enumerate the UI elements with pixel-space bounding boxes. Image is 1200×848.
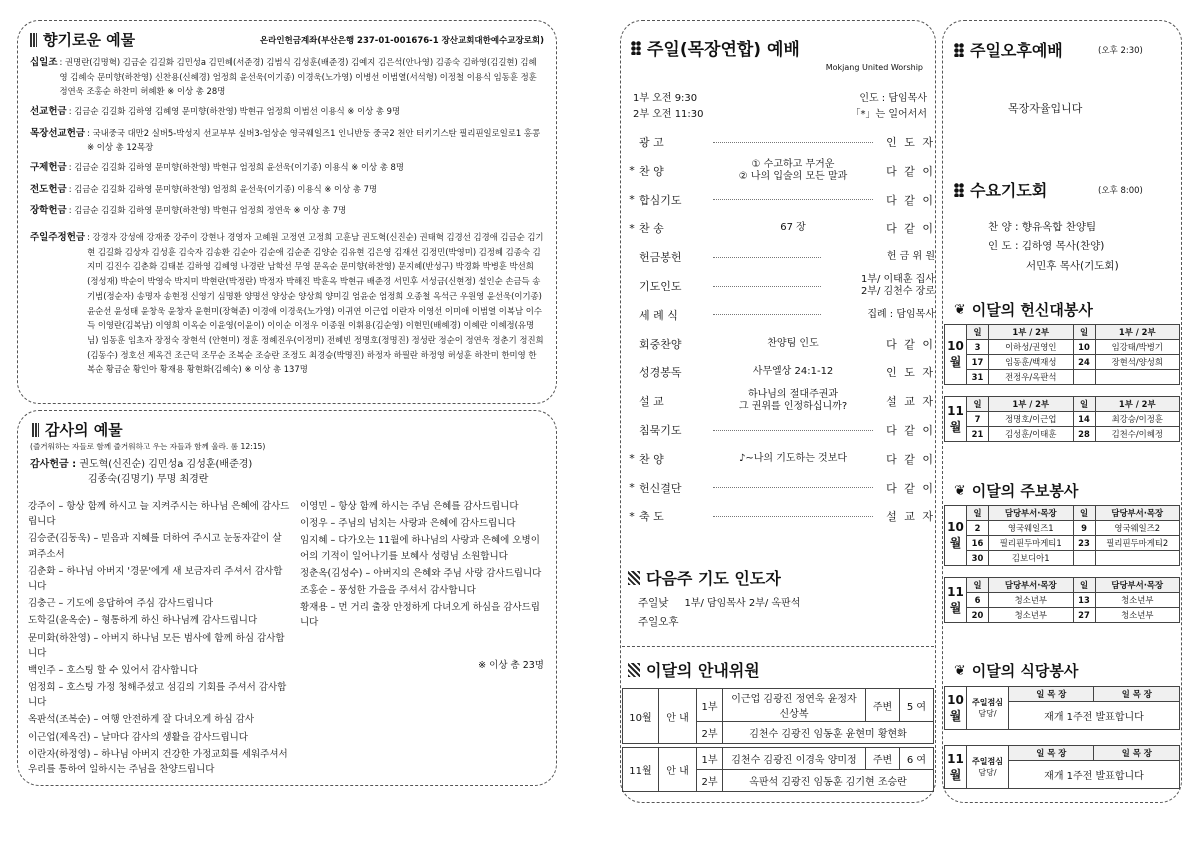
offering-row	[30, 160, 544, 177]
schedule-cell: 청소년부	[1095, 593, 1180, 608]
order-detail: 67 장	[780, 222, 806, 234]
order-detail: 찬양팀 인도	[767, 337, 819, 349]
order-dots	[713, 286, 821, 287]
thanks-entry: 옥판석(조복순) – 여행 안전하게 잘 다녀오게 하심 감사	[28, 714, 255, 726]
schedule-cell: 10	[1073, 340, 1095, 355]
order-row	[625, 218, 935, 238]
order-dots	[713, 142, 873, 143]
next-leader-label-afternoon: 주일오후	[638, 615, 679, 628]
order-row	[625, 449, 935, 469]
thanks-box	[17, 410, 557, 786]
thanks-main-label: 감사헌금 :	[30, 459, 77, 470]
thanks-entry: 이정우 – 주님의 넘치는 사랑과 은혜에 감사드립니다	[300, 518, 516, 530]
schedule-cell: 김보디아1	[989, 551, 1074, 566]
thanks-entry: 황재용 – 먼 거리 출장 안정하게 다녀오게 하심을 감사드립니다	[300, 602, 540, 629]
guide-month: 10월	[623, 689, 659, 744]
kitchen-label-sub: 담당/	[978, 709, 997, 718]
account-info: 온라인헌금계좌(부산은행 237-01-001676-1 장산교회대한예수교장로회)	[259, 35, 544, 46]
kitchen-head	[945, 687, 1180, 702]
bulletin-title: ❦ 이달의 주보봉사	[954, 482, 1079, 500]
order-leader: 다 같 이	[886, 222, 935, 236]
offering-list	[30, 55, 544, 377]
schedule-cell: 9	[1073, 521, 1095, 536]
schedule-head-cell: 일	[967, 578, 989, 593]
guide-part: 1부	[697, 748, 723, 770]
next-leader-title: 다음주 기도 인도자	[628, 566, 781, 589]
wednesday-line-1: 찬 양 : 향유옥합 찬양팀	[988, 221, 1097, 233]
order-name: 성경봉독	[639, 366, 682, 380]
offering-row	[30, 126, 544, 155]
offering-names: : 권명란(김명혁) 김금순 김길화 김민성a 김민혜(서준경) 김범식 김성훈(배준경) 김예지 김은석(안나영) 김종숙 김하영(김길현) 김혜영 김혜숙 문미향(하찬영) 신찬용(신혜경) 엄정희 윤선욱(이기종) 이경욱(노가영) 이병선 이범열(서석형) 이정철 이용식 임동훈 정훈 정연욱 조홍순 하찬미 허혜환 ※ 이상 총 28명	[59, 57, 537, 97]
order-row	[625, 305, 935, 325]
wednesday-info	[988, 218, 1119, 276]
order-name: 헌신결단	[639, 481, 682, 495]
schedule-cell: 전정우/옥판석	[989, 370, 1074, 385]
schedule-row	[945, 593, 1180, 608]
schedule-head-cell: 담당부서·목장	[989, 578, 1074, 593]
order-row	[625, 276, 935, 296]
guide-month: 11월	[623, 748, 659, 792]
offering-label: 선교헌금	[30, 106, 67, 118]
schedule-cell: 김천수/이혜정	[1095, 427, 1180, 442]
worship-leader-info	[851, 91, 927, 123]
thanks-entry: 문미화(하찬영) – 아버지 하나님 모든 범사에 함께 하심 감사합니다	[28, 632, 285, 659]
schedule-cell: 17	[967, 355, 989, 370]
schedule-cell: 6	[967, 593, 989, 608]
schedule-cell: 13	[1073, 593, 1095, 608]
thanks-subtitle: (즐거워하는 자들로 함께 즐거워하고 우는 자들과 함께 울라. 롬 12:15)	[30, 442, 266, 451]
schedule-month: 10 월	[945, 506, 967, 566]
schedule-cell: 이하성/권영인	[989, 340, 1074, 355]
schedule-cell: 21	[967, 427, 989, 442]
thanks-main	[30, 457, 252, 487]
dots-icon	[954, 43, 964, 57]
order-row	[625, 334, 935, 354]
order-star: *	[629, 221, 635, 235]
schedule-cell: 청소년부	[1095, 608, 1180, 623]
order-name: 찬 양	[639, 452, 664, 466]
order-name: 찬 양	[639, 164, 664, 178]
dots-icon	[631, 41, 641, 55]
schedule-cell: 필리핀두마게티2	[1095, 536, 1180, 551]
offering-row	[30, 230, 544, 377]
kitchen-label-sub: 담당/	[978, 768, 997, 777]
hatch-icon	[628, 571, 640, 585]
guide-names: 김천수 김광진 이경욱 양미정	[723, 748, 866, 770]
offering-names: : 국내중국 대만2 실버5-박성지 선교부부 실버3-엄상순 영국웨일즈1 인니반둥 중국2 천안 터키기스탄 필리핀일로일로1 홍콩 ※ 이상 총 12목장	[87, 127, 541, 153]
kitchen-month: 10 월	[945, 687, 967, 730]
order-row	[625, 190, 935, 210]
guide-names: 옥판석 김광진 임동훈 김기현 조승란	[723, 770, 934, 792]
guide-count: 5 여	[900, 689, 934, 722]
thanks-title: 감사의 예물	[32, 419, 123, 440]
kitchen-head-cell: 일 목 장	[1009, 687, 1094, 702]
kitchen-title: ❦ 이달의 식당봉사	[954, 662, 1079, 680]
kitchen-head-cell: 일 목 장	[1009, 746, 1094, 761]
thanks-entry: 정춘옥(김성수) – 아버지의 은혜와 주님 사랑 감사드립니다	[300, 567, 542, 579]
afternoon-time: (오후 2:30)	[1098, 46, 1143, 56]
thanks-entry: 도학길(윤옥순) – 형통하게 하신 하나님께 감사드립니다	[28, 615, 258, 627]
schedule-cell: 장현석/양성희	[1095, 355, 1180, 370]
schedule-head-cell: 일	[967, 506, 989, 521]
offering-label: 목장선교헌금	[30, 127, 86, 139]
guide-names: 이근업 김광진 정연욱 윤정자 신상복	[723, 689, 866, 722]
schedule-row	[945, 412, 1180, 427]
order-row	[625, 132, 935, 152]
offering-names: : 김금순 김길화 김하영 문미향(하찬영) 박현규 엄정희 정연욱 ※ 이상 총 7명	[68, 205, 347, 216]
schedule-month: 11 월	[945, 578, 967, 623]
order-leader: 집례 : 담임목사	[867, 308, 935, 320]
offering-names: : 김금순 김길화 김하영 김혜영 문미향(하찬영) 박현규 엄정희 이범선 이용식 ※ 이상 총 9명	[68, 106, 401, 117]
offering-label: 십일조	[30, 57, 58, 68]
order-name: 헌금봉헌	[639, 251, 682, 265]
offering-names: : 강경자 강성애 강재중 강주이 강현나 경영자 고혜원 고정연 고정희 고훈남 권도혁(신진순) 권태혁 김경선 김경애 김금순 김기현 김길화 김상자 김성훈 김숙자 김송환 김순아 김순애 김순준 김양순 김유현 김은영 김재선 김정민(박영미) 김정혜 김종숙 김지미 김진수 김춘화 김태분 김하영 김혜영 나경란 남학선 무영 문옥순 문미향(하찬영) 문지혜(반성구) 박경화 박병훈 박선희(정성재) 박순이 박영숙 박지미 박현란(박정란) 박정자 박해진 박훈옥 박현규 배준경 서민후 서성금(신현정) 설인순 손금득 송기범(정순자) 송명자 송현정 신영기 심명환 양명선 양상순 양상희 양미길 엄윤순 엄정희 오종철 옥석근 우원영 윤선욱(이기종) 윤순선 윤성태 윤창욱 윤창자 윤현미(장혁준) 이경애 이경욱(노가영) 이귀연 이근업 이란자 이영선 이미애 이범열 이복남 이수득 이영란(김복남) 이영희 이옥순 이윤영(이윤이) 이이순 이정우 이종원 이휘용(김순영) 이현민(배혜경) 이혜란 이혜정(유명님) 임동훈 임초자 장정숙 장현석 (안현미) 정훈 정혜진우(이정미) 전혜빈 정명호(정명진) 정성란 정순이 정연욱 정춘기 정진희(김동수) 정호선 제옥건 조근덕 조무순 조복순 조승란 조정도 최경승(박명진) 하정자 하필란 하정영 허성훈 하찬미 한미영 한복순 황금순 황인아 황재용 황현화(김혜숙) ※ 이상 총 137명	[87, 232, 544, 375]
schedule-head-cell: 일	[1073, 506, 1095, 521]
offering-title: 향기로운 예물	[30, 29, 135, 50]
schedule-head-cell: 1부 / 2부	[989, 397, 1074, 412]
guide-role: 안 내	[659, 748, 697, 792]
order-name: 회중찬양	[639, 337, 682, 351]
guide-count: 6 여	[900, 748, 934, 770]
worship-title: 주일(목장연합) 예배	[631, 35, 800, 60]
wednesday-line-2: 인 도 : 김하영 목사(찬양)	[988, 240, 1105, 253]
schedule-row	[945, 551, 1180, 566]
schedule-cell: 영국웨일즈2	[1095, 521, 1180, 536]
leaf-icon: ❦	[954, 301, 966, 318]
afternoon-title: 주일오후예배	[954, 38, 1063, 61]
order-leader: 다 같 이	[886, 424, 935, 437]
flower-title: ❦ 이달의 헌신대봉사	[954, 301, 1093, 319]
order-detail: 하나님의 절대주권과 그 권위를 인정하십니까?	[738, 389, 848, 413]
schedule-cell: 2	[967, 521, 989, 536]
offering-label: 장학헌금	[30, 205, 67, 217]
thanks-total: ※ 이상 총 23명	[478, 660, 544, 671]
order-name: 광 고	[639, 136, 664, 149]
order-star: *	[629, 509, 635, 523]
schedule-head-cell: 일	[967, 325, 989, 340]
offering-row	[30, 182, 544, 199]
schedule-cell: 24	[1073, 355, 1095, 370]
schedule-cell: 임강태/박병기	[1095, 340, 1180, 355]
order-dots	[713, 487, 873, 488]
thanks-entry: 조홍순 – 풍성한 가을을 주셔서 감사합니다	[300, 584, 476, 596]
order-row	[625, 420, 935, 440]
schedule-head	[945, 325, 1180, 340]
schedule-head-cell: 담당부서·목장	[1095, 578, 1180, 593]
guide-table	[622, 688, 934, 792]
guide-row	[623, 689, 934, 722]
schedule-cell: 청소년부	[989, 608, 1074, 623]
order-star: *	[629, 452, 635, 466]
worship-time-2: 2부 오전 11:30	[633, 109, 704, 120]
kitchen-text: 재개 1주전 발표합니다	[1009, 761, 1180, 789]
schedule-head-cell: 일	[967, 397, 989, 412]
schedule-cell: 영국웨일즈1	[989, 521, 1074, 536]
thanks-column-2	[300, 499, 548, 633]
schedule-head	[945, 397, 1180, 412]
schedule-row	[945, 340, 1180, 355]
thanks-column-1	[28, 499, 290, 779]
schedule-cell: 7	[967, 412, 989, 427]
schedule-cell: 3	[967, 340, 989, 355]
schedule-head	[945, 578, 1180, 593]
thanks-entry: 김춘화 – 하나님 아버지 '경문'에게 새 보금자리 주셔서 감사합니다	[28, 565, 283, 592]
order-detail: ① 수고하고 무거운 ② 나의 입술의 모든 말과	[738, 158, 848, 182]
kitchen-month: 11 월	[945, 746, 967, 789]
order-leader: 다 같 이	[886, 164, 935, 178]
offering-label: 구제헌금	[30, 162, 67, 174]
order-dots	[713, 257, 821, 258]
bar-icon	[32, 423, 39, 437]
divider	[622, 646, 934, 647]
guide-part: 2부	[697, 722, 723, 744]
schedule-row	[945, 536, 1180, 551]
order-dots	[713, 516, 873, 517]
order-row	[625, 247, 935, 267]
order-leader: 설 교 자	[886, 510, 935, 524]
schedule-head-cell: 일	[1073, 397, 1095, 412]
order-detail: ♪~나의 기도하는 것보다	[738, 452, 848, 464]
schedule-head-cell: 일	[1073, 578, 1095, 593]
order-row	[625, 478, 935, 498]
schedule-month: 11 월	[945, 397, 967, 442]
hatch-icon	[628, 663, 640, 677]
order-leader: 인 도 자	[886, 136, 935, 149]
order-name: 축 도	[639, 510, 664, 524]
worship-times	[633, 91, 704, 123]
order-row	[625, 362, 935, 382]
schedule-head-cell: 일	[1073, 325, 1095, 340]
kitchen-head-cell: 일 목 장	[1094, 746, 1180, 761]
order-leader: 인 도 자	[886, 366, 935, 380]
afternoon-text: 목장자율입니다	[1008, 102, 1083, 115]
order-name: 합심기도	[639, 193, 682, 207]
thanks-entry: 강주이 – 항상 함께 하시고 늘 지켜주시는 하나님 은혜에 감사드립니다	[28, 501, 290, 528]
kitchen-label	[967, 746, 1009, 789]
offering-label: 전도헌금	[30, 183, 67, 195]
thanks-entry: 이영민 – 항상 함께 하시는 주님 은혜를 감사드립니다	[300, 501, 519, 512]
schedule-head-cell: 1부 / 2부	[1095, 325, 1180, 340]
wednesday-title: 수요기도회	[954, 178, 1047, 201]
offering-box	[17, 20, 557, 404]
order-row	[625, 506, 935, 526]
schedule-cell: 28	[1073, 427, 1095, 442]
schedule-cell: 23	[1073, 536, 1095, 551]
guide-part: 2부	[697, 770, 723, 792]
kitchen-label-main: 주일점심	[972, 698, 1003, 707]
kitchen-label-main: 주일점심	[972, 757, 1003, 766]
schedule-cell: 김성훈/이태훈	[989, 427, 1074, 442]
schedule-cell	[1095, 370, 1180, 385]
order-row	[625, 158, 935, 182]
offering-row	[30, 203, 544, 220]
wednesday-time: (오후 8:00)	[1098, 186, 1143, 196]
schedule-cell: 30	[967, 551, 989, 566]
offering-row	[30, 104, 544, 121]
schedule-cell: 27	[1073, 608, 1095, 623]
order-detail: 사무엘상 24:1-12	[752, 366, 834, 378]
kitchen-table-november	[944, 745, 1180, 789]
thanks-entry: 김승준(김동욱) – 믿음과 지혜를 더하여 주시고 눈동자같이 살펴주소서	[28, 533, 282, 560]
schedule-month: 10 월	[945, 325, 967, 385]
order-leader: 다 같 이	[886, 337, 935, 351]
guide-names: 김천수 김광진 임동훈 윤현미 황현화	[723, 722, 934, 744]
order-star: *	[629, 193, 635, 207]
schedule-cell: 임동훈/백재성	[989, 355, 1074, 370]
order-star: *	[629, 164, 635, 178]
next-leader-label-day: 주일낮	[638, 597, 669, 609]
kitchen-head-cell: 일 목 장	[1094, 687, 1180, 702]
schedule-head-cell: 1부 / 2부	[989, 325, 1074, 340]
schedule-row	[945, 521, 1180, 536]
order-name: 침묵기도	[639, 424, 682, 437]
schedule-cell: 14	[1073, 412, 1095, 427]
thanks-entry: 김충근 – 기도에 응답하여 주심 감사드립니다	[28, 598, 214, 610]
order-name: 세 례 식	[639, 308, 678, 322]
schedule-cell: 20	[967, 608, 989, 623]
schedule-cell: 최강승/이정훈	[1095, 412, 1180, 427]
order-name: 기도인도	[639, 280, 682, 293]
kitchen-table-october	[944, 686, 1180, 730]
order-dots	[713, 314, 821, 315]
schedule-head	[945, 506, 1180, 521]
flower-table-november	[944, 396, 1180, 442]
guide-area: 주변	[866, 689, 900, 722]
leaf-icon: ❦	[954, 662, 966, 679]
order-leader: 설 교 자	[886, 395, 935, 409]
bar-icon	[30, 33, 37, 47]
thanks-main-text-2: 김종숙(김명기) 무명 최경란	[88, 474, 209, 485]
next-leader-info	[638, 594, 800, 631]
flower-table-october	[944, 324, 1180, 385]
schedule-head-cell: 1부 / 2부	[1095, 397, 1180, 412]
order-star: *	[629, 481, 635, 495]
schedule-cell: 정명호/이근업	[989, 412, 1074, 427]
order-leader: 1부/ 이태훈 집사 2부/ 김천수 장로	[860, 274, 935, 297]
bulletin-table-november	[944, 577, 1180, 623]
order-dots	[713, 430, 873, 431]
schedule-row	[945, 427, 1180, 442]
order-name: 설 교	[639, 395, 664, 409]
order-leader: 헌 금 위 원	[886, 251, 935, 263]
kitchen-text: 재개 1주전 발표합니다	[1009, 702, 1180, 730]
schedule-row	[945, 355, 1180, 370]
worship-leader: 인도 : 담임목사	[859, 93, 927, 104]
guide-row	[623, 748, 934, 770]
order-leader: 다 같 이	[886, 193, 935, 207]
order-dots	[713, 199, 873, 200]
schedule-cell: 31	[967, 370, 989, 385]
schedule-row	[945, 608, 1180, 623]
thanks-entry: 엄정희 – 호스팅 가정 청해주셨고 섬김의 기회를 주셔서 감사합니다	[28, 682, 287, 709]
kitchen-head	[945, 746, 1180, 761]
guide-area: 주변	[866, 748, 900, 770]
order-row	[625, 391, 935, 411]
worship-note: 「*」는 일어서서	[850, 109, 927, 120]
offering-names: : 김금순 김길화 김하영 문미향(하찬영) 박현규 엄정희 윤선욱(이기종) 이용식 ※ 이상 총 8명	[68, 162, 404, 173]
schedule-cell: 16	[967, 536, 989, 551]
offering-label: 주일주정헌금	[30, 232, 86, 244]
thanks-entry: 백인주 – 호스팅 할 수 있어서 감사합니다	[28, 664, 198, 676]
schedule-cell	[1073, 370, 1095, 385]
schedule-cell	[1073, 551, 1095, 566]
thanks-entry: 이란자(하정영) – 하나님 아버지 건강한 가정교회를 세워주셔서 우리를 통하여 일하시는 주님을 찬양드립니다	[28, 748, 288, 775]
order-leader: 다 같 이	[886, 452, 935, 466]
order-leader: 다 같 이	[886, 481, 935, 495]
schedule-head-cell: 담당부서·목장	[989, 506, 1074, 521]
schedule-cell: 필리핀두마게티1	[989, 536, 1074, 551]
worship-time-1: 1부 오전 9:30	[633, 93, 698, 104]
guide-title: 이달의 안내위원	[628, 658, 760, 681]
kitchen-label	[967, 687, 1009, 730]
thanks-entry: 이근업(제옥건) – 날마다 감사의 생활을 감사드립니다	[28, 731, 248, 743]
leaf-icon: ❦	[954, 482, 966, 499]
guide-part: 1부	[697, 689, 723, 722]
offering-names: : 김금순 김길화 김하영 문미향(하찬영) 엄정희 윤선욱(이기종) 이용식 ※ 이상 총 7명	[68, 183, 378, 194]
schedule-row	[945, 370, 1180, 385]
dots-icon	[954, 183, 964, 197]
next-leader-day-text: 1부/ 담임목사 2부/ 옥판석	[684, 598, 801, 609]
offering-row	[30, 55, 544, 99]
bulletin-table-october	[944, 505, 1180, 566]
worship-subtitle: Mokjang United Worship	[825, 63, 923, 72]
wednesday-line-3: 서민후 목사(기도회)	[1026, 259, 1119, 272]
schedule-cell: 청소년부	[989, 593, 1074, 608]
thanks-main-text-1: 권도혁(신진순) 김민성a 김성훈(배준경)	[79, 459, 253, 470]
schedule-head-cell: 담당부서·목장	[1095, 506, 1180, 521]
schedule-cell	[1095, 551, 1180, 566]
order-name: 찬 송	[639, 222, 664, 236]
guide-role: 안 내	[659, 689, 697, 744]
thanks-entry: 임지혜 – 다가오는 11월에 하나님의 사랑과 은혜에 오병이어의 기적이 일어나기를 보혜사 성령님 소원합니다	[300, 535, 540, 562]
